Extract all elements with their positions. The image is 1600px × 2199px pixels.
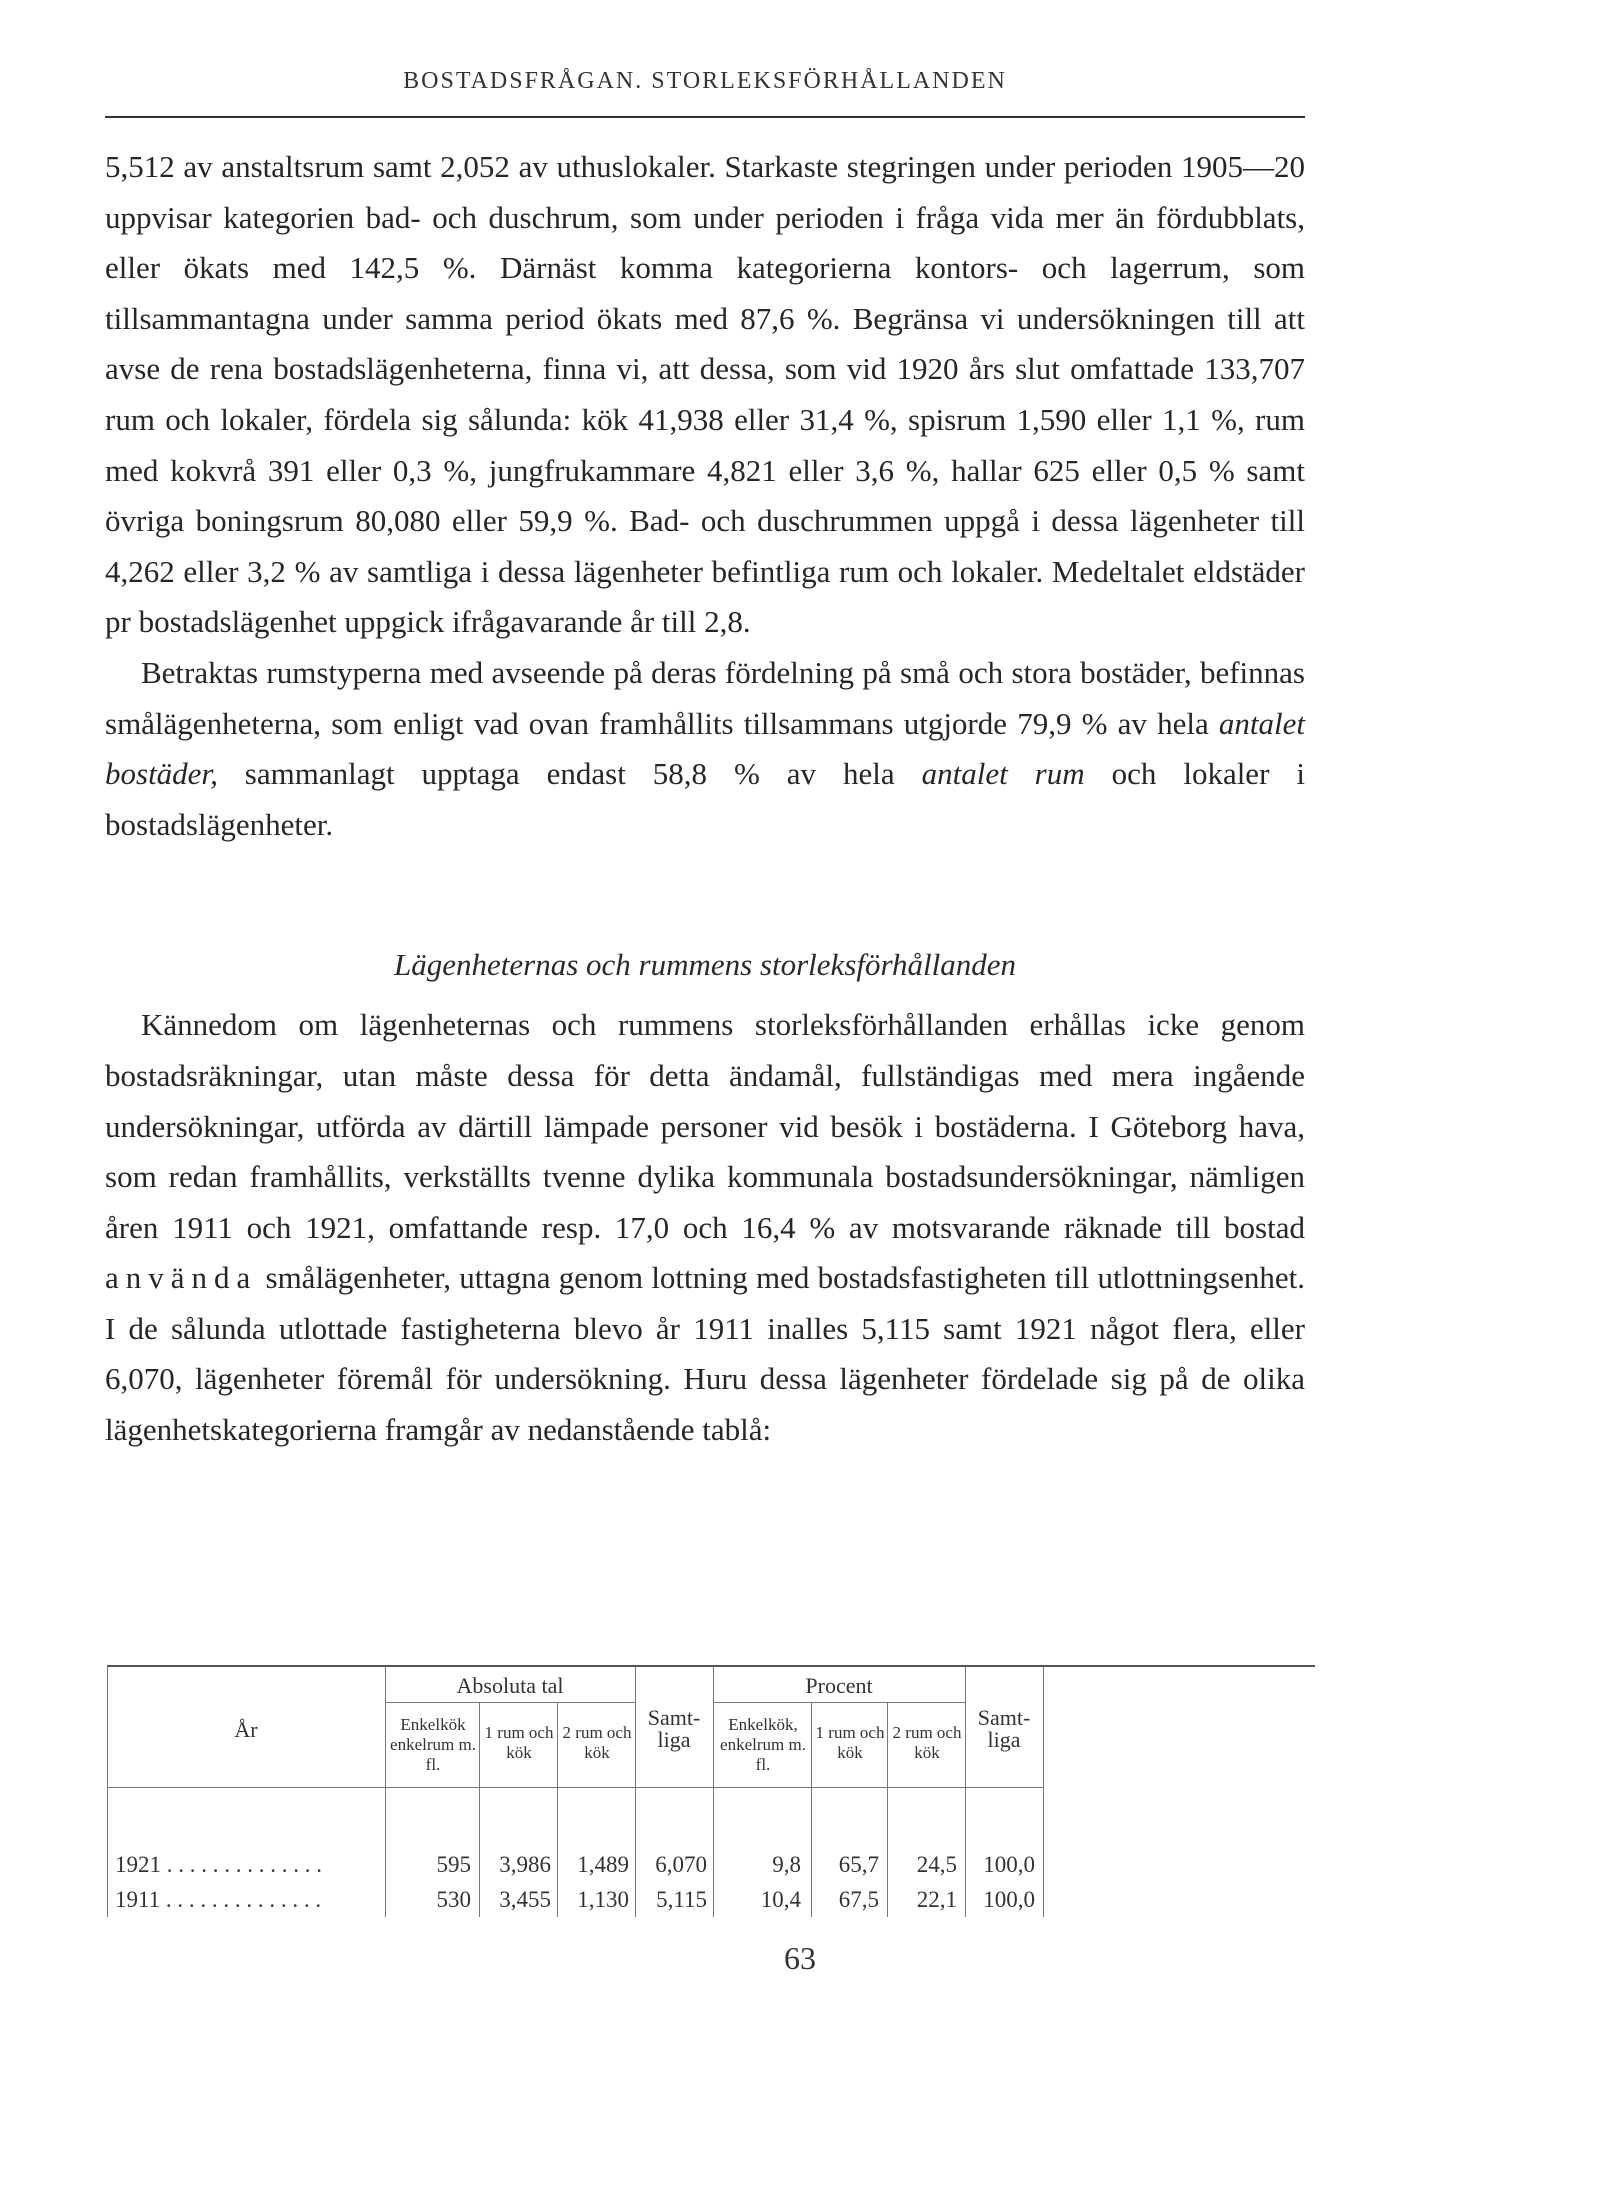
cell-pct-1: 9,8 xyxy=(772,1852,801,1877)
table-vline xyxy=(965,1667,966,1917)
page-number: 63 xyxy=(784,1940,816,1976)
cell-abs-total: 5,115 xyxy=(656,1887,707,1912)
cell-pct-3: 24,5 xyxy=(916,1852,957,1877)
table-vline xyxy=(635,1667,636,1917)
cell-pct-total: 100,0 xyxy=(983,1852,1035,1877)
header-absoluta-tal: Absoluta tal xyxy=(456,1673,564,1698)
header-abs-enkelkok: Enkelkök enkelrum m. fl. xyxy=(390,1715,476,1774)
header-pct-enkelkok: Enkelkök, enkelrum m. fl. xyxy=(720,1715,806,1774)
row-year: 1911 . . . . . . . . . . . . . . xyxy=(115,1887,322,1912)
paragraph-1: 5,512 av anstaltsrum samt 2,052 av uthuslokaler. Starkaste stegringen under perioden 1905—20 uppvisar kategorien bad- och duschrum, som under perioden i fråga vida mer än fördubblats, eller ökats med 142,5 %. Därnäst komma kategorierna kontors- och lagerrum, som tillsammantagna under samma period ökats med 87,6 %. Begränsa vi undersökningen till att avse de rena bostadslägenheterna, finna vi, att dessa, som vid 1920 års slut omfattade 133,707 rum och lokaler, fördela sig sålunda: kök 41,938 eller 31,4 %, spisrum 1,590 eller 1,1 %, rum med kokvrå 391 eller 0,3 %, jungfrukammare 4,821 eller 3,6 %, hallar 625 eller 0,5 % samt övriga boningsrum 80,080 eller 59,9 %. Bad- och duschrummen uppgå i dessa lägenheter till 4,262 eller 3,2 % av samtliga i dessa lägenheter befintliga rum och lokaler. Medeltalet eldstäder pr bostadslägenhet uppgick ifrågavarande år till 2,8. xyxy=(105,149,1305,640)
cell-abs-3: 1,489 xyxy=(577,1852,629,1877)
cell-abs-1: 595 xyxy=(436,1852,471,1877)
header-pct-1rum: 1 rum och kök xyxy=(815,1723,885,1762)
section-title: Lägenheternas och rummens storleksförhållanden xyxy=(394,947,1016,983)
header-pct-2rum: 2 rum och kök xyxy=(892,1723,962,1762)
paragraph-3-text-a: Kännedom om lägenheternas och rummens storleksförhållanden erhållas icke genom bostadsräkningar, utan måste dessa för detta ändamål, fullständigas med mera ingående undersökningar, utförda av därtill lämpade personer vid besök i bostäderna. I Göteborg hava, som redan framhållits, verkställts tvenne dylika kommunala bostadsundersökningar, nämligen åren 1911 och 1921, omfattande resp. 17,0 och 16,4 % av motsvarande räknade till bostad xyxy=(105,1007,1305,1245)
paragraph-3 xyxy=(105,1000,1305,1455)
page-body xyxy=(105,60,1305,1456)
table-hline xyxy=(385,1702,635,1703)
paragraph-2-emphasis-1: antalet bostäder, xyxy=(105,705,1305,792)
header-abs-samtliga: Samt-liga xyxy=(647,1705,701,1752)
table-vline xyxy=(107,1667,108,1917)
cell-abs-total: 6,070 xyxy=(655,1852,707,1877)
table-vline xyxy=(811,1702,812,1917)
cell-pct-3: 22,1 xyxy=(916,1887,957,1912)
paragraph-3-text-b: smålägenheter, uttagna genom lottning med bostadsfastigheten till utlottningsenhet. I de sålunda utlottade fastigheterna blevo år 1911 inalles 5,115 samt 1921 något flera, eller 6,070, lägenheter föremål för undersökning. Huru dessa lägenheter fördelade sig på de olika lägenhetskategorierna framgår av nedanstående tablå: xyxy=(105,1260,1305,1448)
paragraph-2-text-c: och lokaler i bostadslägenheter. xyxy=(105,756,1305,842)
running-head: BOSTADSFRÅGAN. STORLEKSFÖRHÅLLANDEN xyxy=(403,68,1007,94)
paragraph-2-text-b: sammanlagt upptaga endast 58,8 % av hela xyxy=(217,756,922,792)
cell-pct-2: 67,5 xyxy=(838,1887,879,1912)
header-rule xyxy=(105,116,1305,118)
header-year: År xyxy=(234,1717,258,1742)
header-abs-2rum: 2 rum och kök xyxy=(562,1723,632,1762)
header-abs-1rum: 1 rum och kök xyxy=(484,1723,554,1762)
table-vline xyxy=(385,1667,386,1917)
table-vline xyxy=(557,1702,558,1917)
table-hline xyxy=(713,1702,965,1703)
paragraph-2-text-a: Betraktas rumstyperna med avseende på deras fördelning på små och stora bostäder, befinnas smålägenheterna, som enligt vad ovan framhållits tillsammans utgjorde 79,9 % av hela xyxy=(105,654,1305,741)
table-vline xyxy=(479,1702,480,1917)
cell-abs-1: 530 xyxy=(436,1887,471,1912)
paragraph-2 xyxy=(105,648,1305,850)
table-header-rule xyxy=(107,1787,1043,1788)
cell-pct-total: 100,0 xyxy=(983,1887,1035,1912)
paragraph-3-spaced-word: använda xyxy=(105,1260,258,1296)
table-vline xyxy=(887,1702,888,1917)
table-vline xyxy=(713,1667,714,1917)
paragraph-2-emphasis-2: antalet rum xyxy=(921,756,1085,792)
cell-abs-3: 1,130 xyxy=(577,1887,629,1912)
cell-abs-2: 3,986 xyxy=(499,1852,551,1877)
header-pct-samtliga: Samt-liga xyxy=(977,1705,1031,1752)
apartment-table xyxy=(107,1665,1315,1917)
cell-pct-2: 65,7 xyxy=(838,1852,879,1877)
cell-pct-1: 10,4 xyxy=(760,1887,801,1912)
row-year: 1921 . . . . . . . . . . . . . . xyxy=(115,1852,322,1877)
table-vline xyxy=(1043,1667,1044,1917)
cell-abs-2: 3,455 xyxy=(499,1887,551,1912)
header-procent: Procent xyxy=(805,1673,873,1698)
